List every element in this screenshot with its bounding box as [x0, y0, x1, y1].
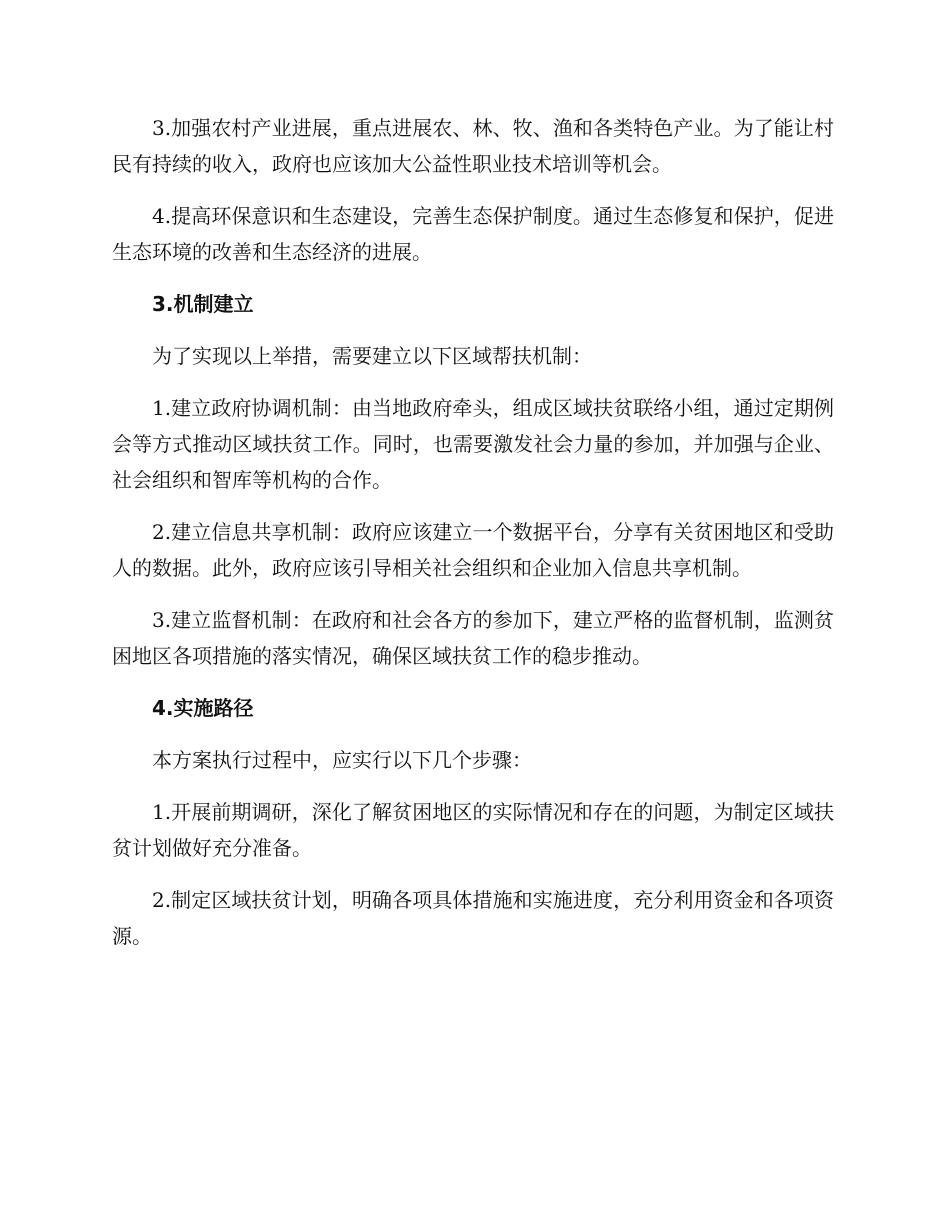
paragraph-ecology-protection: 4.提高环保意识和生态建设，完善生态保护制度。通过生态修复和保护，促进生态环境的改善和生态经济的进展。 — [112, 204, 834, 264]
paragraph-implementation-intro: 本方案执行过程中，应实行以下几个步骤： — [152, 748, 532, 772]
document-body — [112, 110, 834, 970]
paragraph-mechanism-intro: 为了实现以上举措，需要建立以下区域帮扶机制： — [152, 344, 592, 368]
paragraph-step-plan: 2.制定区域扶贫计划，明确各项具体措施和实施进度，充分利用资金和各项资源。 — [112, 888, 834, 948]
paragraph-step-research: 1.开展前期调研，深化了解贫困地区的实际情况和存在的问题，为制定区域扶贫计划做好充分准备。 — [112, 800, 834, 860]
paragraph-coordination-mechanism: 1.建立政府协调机制：由当地政府牵头，组成区域扶贫联络小组，通过定期例会等方式推动区域扶贫工作。同时，也需要激发社会力量的参加，并加强与企业、社会组织和智库等机构的合作。 — [112, 396, 834, 492]
paragraph-information-sharing: 2.建立信息共享机制：政府应该建立一个数据平台，分享有关贫困地区和受助人的数据。此外，政府应该引导相关社会组织和企业加入信息共享机制。 — [112, 520, 834, 580]
section-heading-mechanism: 3.机制建立 — [152, 292, 254, 316]
paragraph-industry-development: 3.加强农村产业进展，重点进展农、林、牧、渔和各类特色产业。为了能让村民有持续的收入，政府也应该加大公益性职业技术培训等机会。 — [112, 116, 834, 176]
section-heading-implementation: 4.实施路径 — [152, 696, 254, 720]
paragraph-supervision-mechanism: 3.建立监督机制：在政府和社会各方的参加下，建立严格的监督机制，监测贫困地区各项措施的落实情况，确保区域扶贫工作的稳步推动。 — [112, 608, 834, 668]
